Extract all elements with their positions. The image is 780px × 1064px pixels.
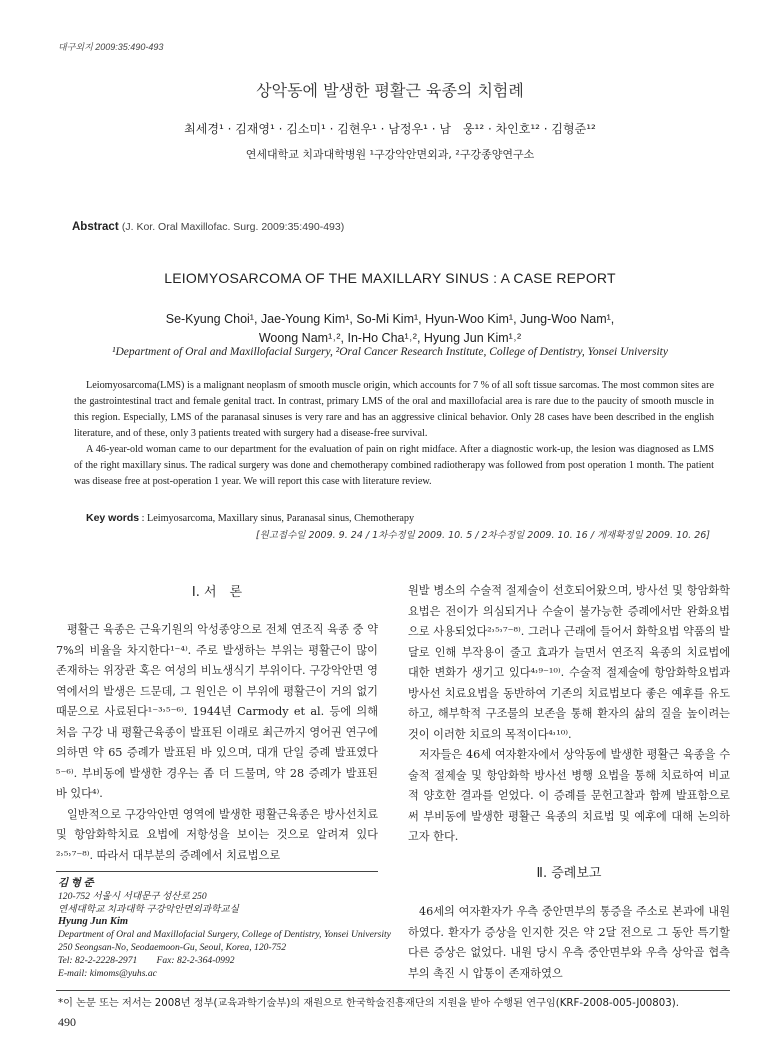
correspondence-address-ko: 120-752 서울시 서대문구 성산로 250	[58, 890, 207, 902]
korean-authors: 최세경¹ · 김재영¹ · 김소미¹ · 김현우¹ · 남정우¹ · 남 웅¹² · 차인호¹² · 김형준¹²	[184, 122, 596, 136]
english-affiliation: ¹Department of Oral and Maxillofacial Surgery, ²Oral Cancer Research Institute, College of Dentistry, Yonsei University	[112, 346, 668, 358]
abstract-body	[74, 378, 714, 490]
correspondence-name-en: Hyung Jun Kim	[58, 916, 129, 928]
english-authors-line2: Woong Nam¹˒², In-Ho Cha¹˒², Hyung Jun Kim¹˒²	[258, 331, 522, 345]
correspondence-block	[58, 878, 391, 980]
korean-affiliation: 연세대학교 치과대학병원 ¹구강악안면외과, ²구강종양연구소	[245, 148, 535, 161]
section-title-introduction: Ⅰ. 서 론	[191, 585, 243, 600]
right-column-text	[408, 581, 730, 848]
funding-footnote: *이 논문 또는 저서는 2008년 정부(교육과학기술부)의 재원으로 한국학술진흥재단의 지원을 받아 수행된 연구임(KRF-2008-005-J00803).	[58, 998, 679, 1009]
correspondence-dept-ko: 연세대학교 치과대학 구강악안면외과학교실	[58, 903, 239, 915]
correspondence-address-en: 250 Seongsan-No, Seodaemoon-Gu, Seoul, Korea, 120-752	[58, 941, 287, 953]
correspondence-divider	[56, 871, 378, 872]
english-authors-line1: Se-Kyung Choi¹, Jae-Young Kim¹, So-Mi Kim¹, Hyun-Woo Kim¹, Jung-Woo Nam¹,	[165, 312, 615, 326]
english-title: LEIOMYOSARCOMA OF THE MAXILLARY SINUS : A CASE REPORT	[164, 270, 616, 286]
body-paragraph: 46세의 여자환자가 우측 중안면부의 통증을 주소로 본과에 내원하였다. 환자가 증상을 인지한 것은 약 2달 전으로 그 동안 특기할 다른 증상은 없었다. 내원 당시 우측 중안면부와 우측 상악골 협측부의 촉진 시 압통이 존재하였으	[408, 905, 730, 980]
keywords-label: Key words	[86, 512, 140, 524]
body-paragraph: 일반적으로 구강악안면 영역에 발생한 평활근육종은 방사선치료 및 항암화학치료 요법에 저항성을 보이는 것으로 알려져 있다²˒⁵˒⁷⁻⁸⁾. 따라서 대부분의 증례에서 치료법으로	[56, 807, 378, 862]
body-paragraph: 원발 병소의 수술적 절제술이 선호되어왔으며, 방사선 및 항암화학요법은 전이가 의심되거나 수술이 불가능한 증례에서만 완화요법으로 사용되었다²˒⁵˒⁷⁻⁸⁾. 그러나 근래에 들어서 화학요법 약품의 발달로 인해 부작용이 줄고 효과가 늘면서 연조직 육종의 치료법에 대한 변화가 생기고 있다⁴˒⁹⁻¹⁰⁾. 수술적 절제술에 항암화학요법과 방사선 치료요법을 동반하여 기존의 치료법보다 좋은 예후를 유도하고, 해부학적 구조물의 보존을 통해 환자의 삶의 질을 높이려는 것이 이러한 치료의 목적이다⁴˒¹⁰⁾.	[408, 584, 730, 741]
english-authors	[100, 310, 680, 348]
abstract-header	[72, 221, 344, 233]
body-paragraph: 저자들은 46세 여자환자에서 상악동에 발생한 평활근 육종을 수술적 절제술 및 항암화학 방사선 병행 요법을 통해 치료하여 비교적 양호한 결과를 얻었다. 이 증례를 문헌고찰과 함께 발표함으로써 부비동에 발생한 평활근 육종의 치료법 및 예후에 대해 논의하고자 한다.	[408, 748, 730, 843]
keywords	[86, 512, 414, 524]
correspondence-name-ko: 김 형 준	[58, 878, 94, 889]
footnote-divider	[56, 990, 730, 991]
left-column-text	[56, 620, 378, 866]
correspondence-email: E-mail: kimoms@yuhs.ac	[58, 967, 157, 979]
journal-reference: 대구외지 2009:35:490-493	[58, 42, 164, 52]
body-paragraph: 평활근 육종은 근육기원의 악성종양으로 전체 연조직 육종 중 약 7%의 비율을 차지한다¹⁻⁴⁾. 주로 발생하는 부위는 평활근이 많이 존재하는 위장관 혹은 여성의 비뇨생식기 부위이다. 구강악안면 영역에서의 발생은 드문데, 그 원인은 이 부위에 평활근이 거의 없기 때문으로 사료된다¹⁻³˒⁵⁻⁶⁾. 1944년 Carmody et al. 등에 의해 처음 구강 내 평활근육종이 발표된 이래로 최근까지 영어권 연구에 의하면 약 65 증례가 발표된 바 있으며, 대개 단일 증례 발표였다⁵⁻⁶⁾. 부비동에 발생한 경우는 좀 더 드물며, 약 28 증례가 발표된 바 있다⁴⁾.	[56, 623, 378, 800]
korean-title: 상악동에 발생한 평활근 육종의 치험례	[256, 81, 524, 100]
abstract-citation: (J. Kor. Oral Maxillofac. Surg. 2009:35:490-493)	[121, 221, 345, 233]
abstract-paragraph: A 46-year-old woman came to our department for the evaluation of pain on right midface. After a diagnostic work-up, the lesion was diagnosed as LMS of the right maxillary sinus. The radical surgery was done and chemotherapy combined radiotherapy was followed from post operation 1 month. The patient was disease free at post-operation 1 year. We will report this case with literature review.	[74, 444, 714, 487]
section-title-case-report: Ⅱ. 증례보고	[536, 866, 602, 881]
correspondence-dept-en: Department of Oral and Maxillofacial Surgery, College of Dentistry, Yonsei University	[58, 929, 391, 941]
keywords-text: : Leimyosarcoma, Maxillary sinus, Paranasal sinus, Chemotherapy	[141, 513, 415, 524]
received-dates: [원고접수일 2009. 9. 24 / 1차수정일 2009. 10. 5 / 2차수정일 2009. 10. 16 / 게재확정일 2009. 10. 26]	[255, 530, 710, 541]
case-report-text	[408, 902, 730, 984]
page-number: 490	[58, 1015, 76, 1029]
correspondence-phone: Tel: 82-2-2228-2971 Fax: 82-2-364-0992	[58, 954, 235, 966]
abstract-label: Abstract	[72, 221, 119, 233]
abstract-paragraph: Leiomyosarcoma(LMS) is a malignant neoplasm of smooth muscle origin, which accounts for 7 % of all soft tissue sarcomas. The most common sites are the gastrointestinal tract and female genital tract. In contrast, primary LMS of the oral and maxillofacial area is rare due to the paucity of smooth muscle in this region. Especially, LMS of the paranasal sinuses is very rare and has an aggressive clinical behavior. Only 28 cases have been described in the english literature, and of these, only 3 patients treated with surgery had a disease-free survival.	[74, 380, 714, 439]
